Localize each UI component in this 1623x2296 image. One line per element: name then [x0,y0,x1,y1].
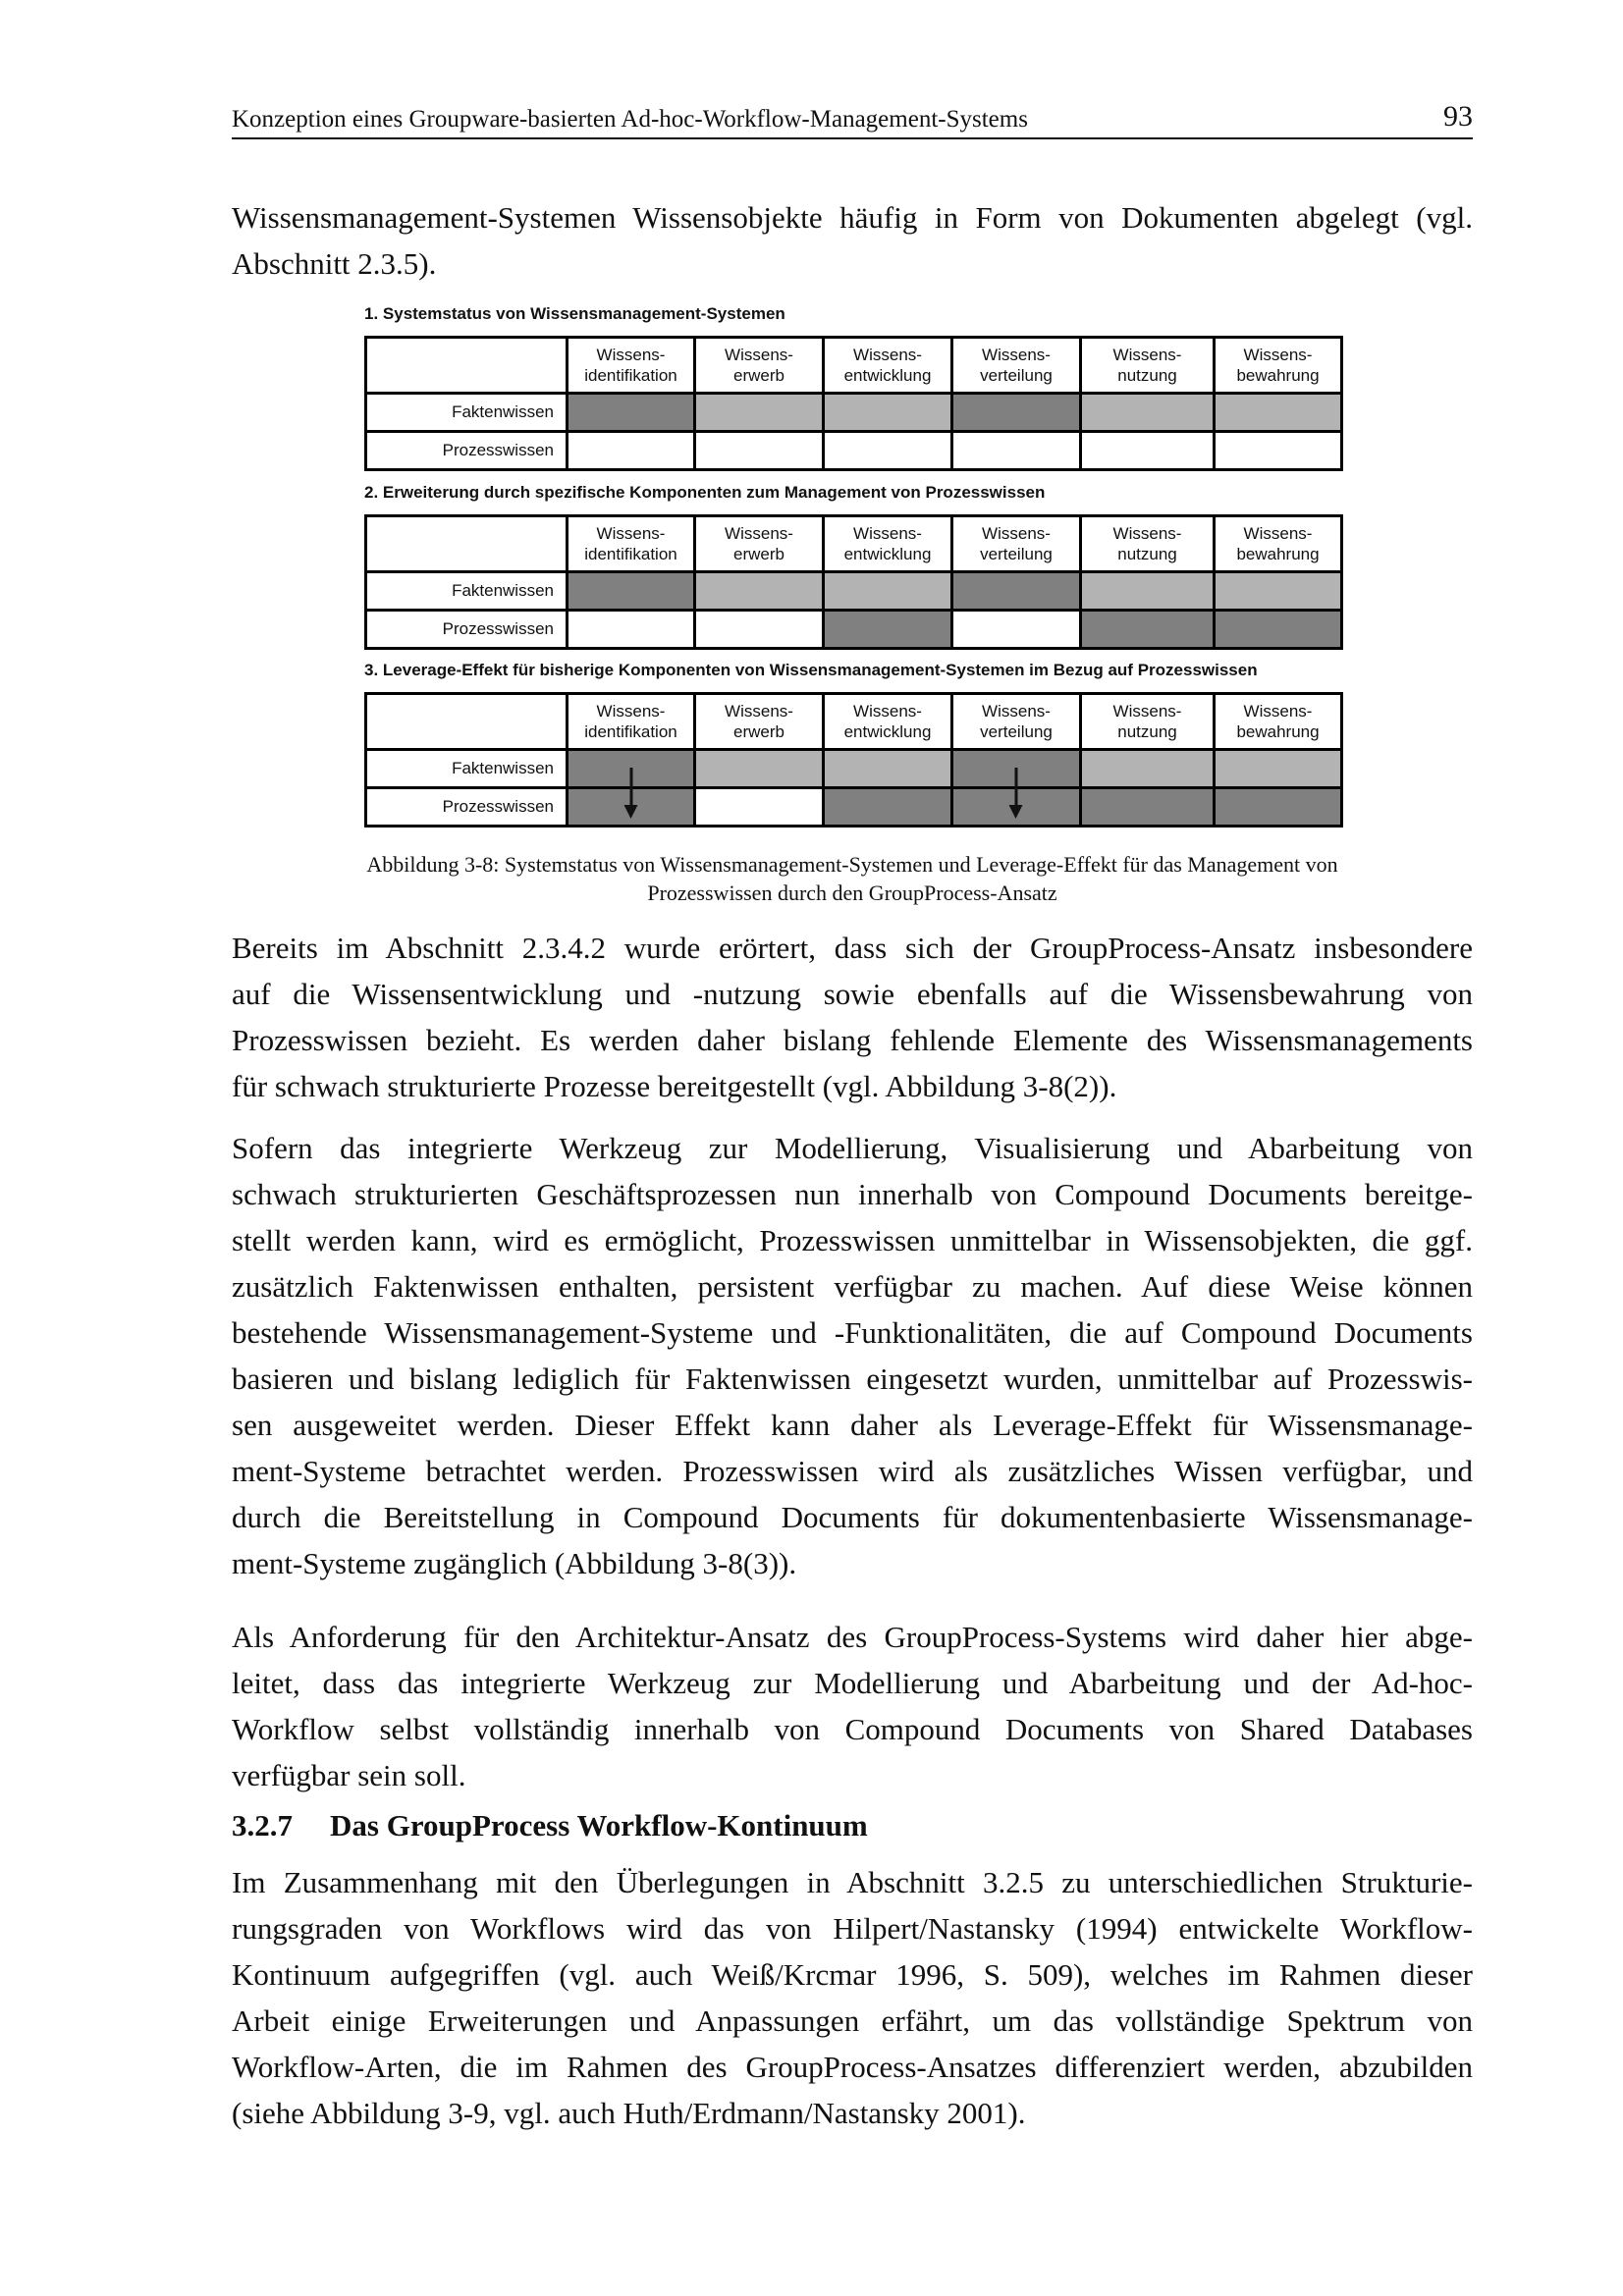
status-cell-dark [1081,611,1215,649]
column-header [824,516,952,572]
text-line: Bereits im Abschnitt 2.3.4.2 wurde erörtert, dass sich der GroupProcess-Ansatz insbesondere [232,931,1473,965]
column-header [824,338,952,394]
status-cell-white [824,432,952,470]
figure-panel-title: 3. Leverage-Effekt für bisherige Komponenten von Wissensmanagement-Systemen im Bezug auf Prozesswissen [364,661,1258,679]
column-header-line: erwerb [733,722,784,741]
column-header-line: entwicklung [843,545,932,563]
text-line: Kontinuum aufgegriffen (vgl. auch Weiß/Krcmar 1996, S. 509), welches im Rahmen dieser [232,1957,1473,1992]
column-header-line: Wissens- [725,524,793,543]
status-cell-white [568,432,695,470]
column-header-line: Wissens- [596,702,666,721]
caption-line-2: Prozesswissen durch den GroupProcess-Ansatz [647,881,1057,905]
status-cell-white [1081,432,1215,470]
column-header [695,694,824,750]
status-cell-dark [568,394,695,432]
row-label: Faktenwissen [366,394,568,432]
column-header-line: identifikation [584,545,677,563]
paragraph-4 [232,1859,1473,2136]
status-cell-light [1081,750,1215,788]
table-row [366,750,1342,788]
status-cell-light [695,572,824,611]
column-header-line: Wissens- [982,346,1051,364]
column-header-line: Wissens- [1243,702,1313,721]
column-header-line: Wissens- [853,702,922,721]
paragraph-3 [232,1614,1473,1798]
status-cell-dark [568,572,695,611]
text-line: Abschnitt 2.3.5). [232,246,437,281]
text-line: basieren und bislang lediglich für Faktenwissen eingesetzt wurden, unmittelbar auf Prozesswis- [232,1362,1473,1396]
figure-panel-title: 2. Erweiterung durch spezifische Komponenten zum Management von Prozesswissen [364,483,1046,502]
corner-cell [366,694,568,750]
corner-cell [366,338,568,394]
column-header [952,338,1081,394]
status-cell-light [824,572,952,611]
text-line: Als Anforderung für den Architektur-Ansatz des GroupProcess-Systems wird daher hier abge- [232,1620,1473,1654]
status-cell-white [952,432,1081,470]
column-header [695,516,824,572]
column-header-line: Wissens- [853,524,922,543]
status-cell-dark [568,788,695,827]
column-header-line: nutzung [1117,366,1177,385]
page-number: 93 [1443,100,1473,133]
knowledge-matrix-table [364,692,1343,828]
status-cell-light [1215,750,1342,788]
status-cell-light [1215,572,1342,611]
status-cell-light [1215,394,1342,432]
column-header [1081,338,1215,394]
column-header [952,516,1081,572]
status-cell-light [824,750,952,788]
text-line: Sofern das integrierte Werkzeug zur Modellierung, Visualisierung und Abarbeitung von [232,1131,1473,1165]
text-line: verfügbar sein soll. [232,1758,466,1792]
column-header-line: bewahrung [1236,366,1320,385]
text-line: Prozesswissen bezieht. Es werden daher bislang fehlende Elemente des Wissensmanagements [232,1023,1473,1057]
table-row [366,788,1342,827]
column-header-line: Wissens- [725,702,793,721]
column-header [695,338,824,394]
column-header [1215,516,1342,572]
corner-cell [366,516,568,572]
column-header-line: identifikation [584,366,677,385]
column-header-line: verteilung [980,722,1053,741]
table-row [366,572,1342,611]
status-cell-light [695,750,824,788]
column-header-line: Wissens- [1243,346,1313,364]
status-cell-white [568,611,695,649]
text-line: für schwach strukturierte Prozesse bereitgestellt (vgl. Abbildung 3-8(2)). [232,1069,1117,1103]
knowledge-matrix-table [364,514,1343,650]
row-label: Faktenwissen [366,572,568,611]
text-line: durch die Bereitstellung in Compound Documents für dokumentenbasierte Wissensmanage- [232,1500,1473,1534]
status-cell-dark [952,572,1081,611]
status-cell-dark [1081,788,1215,827]
down-arrow-icon [629,768,632,807]
text-line: zusätzlich Faktenwissen enthalten, persistent verfügbar zu machen. Auf diese Weise können [232,1269,1473,1304]
text-line: leitet, dass das integrierte Werkzeug zur Modellierung und Abarbeitung und der Ad-hoc- [232,1666,1473,1700]
paragraph-2 [232,1125,1473,1586]
text-line: auf die Wissensentwicklung und -nutzung sowie ebenfalls auf die Wissensbewahrung von [232,977,1473,1011]
row-label: Faktenwissen [366,750,568,788]
status-cell-dark [952,788,1081,827]
status-cell-dark [824,611,952,649]
column-header-line: nutzung [1117,545,1177,563]
text-line: stellt werden kann, wird es ermöglicht, Prozesswissen unmittelbar in Wissensobjekten, die ggf. [232,1223,1473,1257]
status-cell-white [952,611,1081,649]
table-row [366,432,1342,470]
column-header [568,694,695,750]
column-header-line: Wissens- [1243,524,1313,543]
status-cell-white [1215,432,1342,470]
column-header-line: Wissens- [982,702,1051,721]
status-cell-light [695,394,824,432]
table-row [366,394,1342,432]
paragraph-1 [232,925,1473,1109]
column-header-line: nutzung [1117,722,1177,741]
section-heading [232,1808,868,1843]
row-label: Prozesswissen [366,788,568,827]
column-header [952,694,1081,750]
column-header [568,516,695,572]
status-cell-light [1081,572,1215,611]
column-header-line: verteilung [980,366,1053,385]
text-line: sen ausgeweitet werden. Dieser Effekt kann daher als Leverage-Effekt für Wissensmanage- [232,1408,1473,1442]
text-line: rungsgraden von Workflows wird das von Hilpert/Nastansky (1994) entwickelte Workflow- [232,1911,1473,1946]
column-header-line: bewahrung [1236,722,1320,741]
text-line: ment-Systeme zugänglich (Abbildung 3-8(3)). [232,1546,797,1580]
column-header-line: Wissens- [1112,524,1182,543]
column-header-line: Wissens- [596,346,666,364]
column-header [824,694,952,750]
column-header-line: Wissens- [725,346,793,364]
column-header-line: Wissens- [982,524,1051,543]
column-header [1215,338,1342,394]
row-label: Prozesswissen [366,611,568,649]
column-header-line: verteilung [980,545,1053,563]
column-header-line: entwicklung [843,722,932,741]
column-header [1215,694,1342,750]
figure-caption [232,850,1473,907]
text-line: Wissensmanagement-Systemen Wissensobjekte häufig in Form von Dokumenten abgelegt (vgl. [232,200,1473,235]
text-line: bestehende Wissensmanagement-Systeme und -Funktionalitäten, die auf Compound Documents [232,1315,1473,1350]
section-title: Das GroupProcess Workflow-Kontinuum [330,1808,868,1842]
down-arrow-icon [1015,768,1018,807]
column-header-line: entwicklung [843,366,932,385]
status-cell-dark [952,394,1081,432]
text-line: (siehe Abbildung 3-9, vgl. auch Huth/Erdmann/Nastansky 2001). [232,2096,1026,2130]
text-line: Workflow-Arten, die im Rahmen des GroupProcess-Ansatzes differenziert werden, abzubilden [232,2050,1473,2084]
status-cell-white [695,788,824,827]
column-header [1081,516,1215,572]
text-line: Im Zusammenhang mit den Überlegungen in Abschnitt 3.2.5 zu unterschiedlichen Strukturie- [232,1865,1473,1899]
text-line: Workflow selbst vollständig innerhalb von Compound Documents von Shared Databases [232,1712,1473,1746]
intro-paragraph [232,194,1473,287]
figure-panel-title: 1. Systemstatus von Wissensmanagement-Systemen [364,304,785,323]
text-line: ment-Systeme betrachtet werden. Prozesswissen wird als zusätzliches Wissen verfügbar, und [232,1454,1473,1488]
status-cell-light [824,394,952,432]
knowledge-matrix-table [364,336,1343,471]
text-line: Arbeit einige Erweiterungen und Anpassungen erfährt, um das vollständige Spektrum von [232,2003,1473,2038]
column-header-line: Wissens- [1112,702,1182,721]
column-header-line: Wissens- [853,346,922,364]
text-line: schwach strukturierten Geschäftsprozessen nun innerhalb von Compound Documents bereitge- [232,1177,1473,1211]
caption-line-1: Abbildung 3-8: Systemstatus von Wissensmanagement-Systemen und Leverage-Effekt für das Management von [366,852,1338,877]
section-number: 3.2.7 [232,1808,293,1842]
status-cell-light [1081,394,1215,432]
status-cell-dark [824,788,952,827]
row-label: Prozesswissen [366,432,568,470]
column-header-line: erwerb [733,366,784,385]
status-cell-dark [1215,611,1342,649]
status-cell-white [695,611,824,649]
status-cell-white [695,432,824,470]
table-row [366,611,1342,649]
column-header [1081,694,1215,750]
running-header-title: Konzeption eines Groupware-basierten Ad-hoc-Workflow-Management-Systems [232,106,1028,133]
column-header-line: erwerb [733,545,784,563]
running-header [232,98,1473,139]
column-header-line: Wissens- [596,524,666,543]
column-header [568,338,695,394]
status-cell-dark [1215,788,1342,827]
column-header-line: Wissens- [1112,346,1182,364]
column-header-line: bewahrung [1236,545,1320,563]
column-header-line: identifikation [584,722,677,741]
